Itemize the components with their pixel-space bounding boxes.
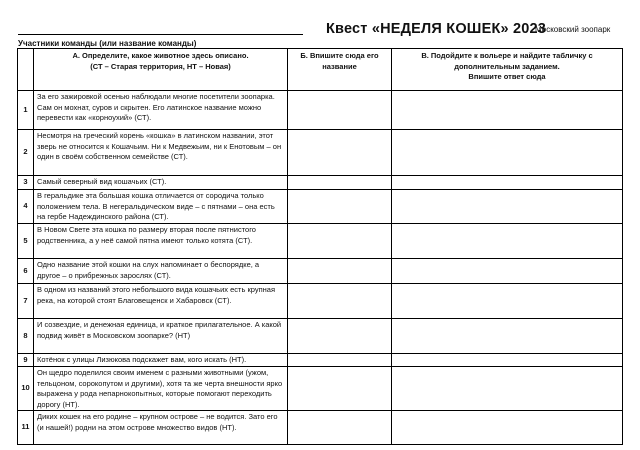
team-name-line bbox=[18, 34, 303, 35]
answer-task-cell[interactable] bbox=[392, 190, 623, 224]
answer-name-cell[interactable] bbox=[288, 224, 392, 259]
animal-description: В геральдике эта большая кошка отличается от сородича только положением тела. В негеральдическом виде – с пятнами – она есть на гербе Надеждинского района (СТ). bbox=[34, 190, 288, 224]
answer-task-cell[interactable] bbox=[392, 354, 623, 367]
row-number: 5 bbox=[18, 224, 34, 259]
answer-name-cell[interactable] bbox=[288, 91, 392, 130]
table-header-row bbox=[18, 49, 623, 91]
row-number: 9 bbox=[18, 354, 34, 367]
column-c-title: В. Подойдите к вольере и найдите табличку с дополнительным заданием. bbox=[421, 51, 593, 71]
table-row bbox=[18, 190, 623, 224]
table-row bbox=[18, 411, 623, 445]
animal-description: За его зажировкой осенью наблюдали многие посетители зоопарка. Сам он мохнат, суров и скрытен. Его латинское название можно перевести как «корноухий» (СТ). bbox=[34, 91, 288, 130]
answer-task-cell[interactable] bbox=[392, 319, 623, 354]
answer-name-cell[interactable] bbox=[288, 130, 392, 176]
answer-name-cell[interactable] bbox=[288, 176, 392, 190]
table-row bbox=[18, 367, 623, 411]
animal-description: И созвездие, и денежная единица, и краткое прилагательное. А какой подвид живёт в Московском зоопарке? (НТ) bbox=[34, 319, 288, 354]
column-a-title: А. Определите, какое животное здесь описано. bbox=[72, 51, 249, 60]
answer-task-cell[interactable] bbox=[392, 176, 623, 190]
answer-task-cell[interactable] bbox=[392, 224, 623, 259]
answer-name-cell[interactable] bbox=[288, 190, 392, 224]
row-number: 6 bbox=[18, 259, 34, 284]
table-row bbox=[18, 130, 623, 176]
row-number: 8 bbox=[18, 319, 34, 354]
animal-description: Самый северный вид кошачьих (СТ). bbox=[34, 176, 288, 190]
animal-description: Он щедро поделился своим именем с разными животными (ужом, тельцоном, сорокопутом и другими), хотя та же черта внешности ярко выражена у рода непарнокопытных, которые помогают переходить дорогу (НТ). bbox=[34, 367, 288, 411]
table-row bbox=[18, 91, 623, 130]
animal-description: Котёнок с улицы Лизюкова подскажет вам, кого искать (НТ). bbox=[34, 354, 288, 367]
answer-name-cell[interactable] bbox=[288, 367, 392, 411]
answer-task-cell[interactable] bbox=[392, 91, 623, 130]
page-title: Квест «НЕДЕЛЯ КОШЕК» 2023 bbox=[326, 21, 547, 37]
animal-description: Несмотря на греческий корень «кошка» в латинском названии, этот зверь не относится к Кошачьим. Ни к Медвежьим, ни к Енотовым – он один в своём собственном семействе (СТ). bbox=[34, 130, 288, 176]
answer-task-cell[interactable] bbox=[392, 411, 623, 445]
answer-name-cell[interactable] bbox=[288, 319, 392, 354]
answer-task-cell[interactable] bbox=[392, 367, 623, 411]
row-number: 2 bbox=[18, 130, 34, 176]
column-a-header bbox=[34, 49, 288, 91]
row-number: 10 bbox=[18, 367, 34, 411]
row-number: 7 bbox=[18, 284, 34, 319]
zoo-name: Московский зоопарк bbox=[535, 25, 611, 34]
answer-name-cell[interactable] bbox=[288, 259, 392, 284]
column-c-note: Впишите ответ сюда bbox=[468, 72, 546, 81]
column-b-header: Б. Впишите сюда его название bbox=[288, 49, 392, 91]
animal-description: Диких кошек на его родине – крупном острове – не водится. Зато его (и нашей!) родни на этом острове множество видов (НТ). bbox=[34, 411, 288, 445]
row-number: 1 bbox=[18, 91, 34, 130]
answer-task-cell[interactable] bbox=[392, 284, 623, 319]
animal-description: В Новом Свете эта кошка по размеру вторая после пятнистого родственника, а у неё самой пятна имеют только котята (СТ). bbox=[34, 224, 288, 259]
animal-description: В одном из названий этого небольшого вида кошачьих есть крупная река, на которой стоят Благовещенск и Хабаровск (СТ). bbox=[34, 284, 288, 319]
table-row bbox=[18, 224, 623, 259]
row-number: 4 bbox=[18, 190, 34, 224]
row-number: 11 bbox=[18, 411, 34, 445]
column-c-header bbox=[392, 49, 623, 91]
answer-task-cell[interactable] bbox=[392, 130, 623, 176]
table-row bbox=[18, 354, 623, 367]
quest-table bbox=[17, 48, 623, 445]
answer-task-cell[interactable] bbox=[392, 259, 623, 284]
answer-name-cell[interactable] bbox=[288, 354, 392, 367]
row-number: 3 bbox=[18, 176, 34, 190]
table-row bbox=[18, 176, 623, 190]
animal-description: Одно название этой кошки на слух напоминает о беспорядке, а другое – о прибрежных зарослях (СТ). bbox=[34, 259, 288, 284]
team-label: Участники команды (или название команды) bbox=[18, 39, 197, 48]
column-number-header bbox=[18, 49, 34, 91]
table-row bbox=[18, 284, 623, 319]
table-row bbox=[18, 319, 623, 354]
column-a-note: (СТ – Старая территория, НТ – Новая) bbox=[90, 61, 231, 71]
answer-name-cell[interactable] bbox=[288, 411, 392, 445]
table-row bbox=[18, 259, 623, 284]
answer-name-cell[interactable] bbox=[288, 284, 392, 319]
